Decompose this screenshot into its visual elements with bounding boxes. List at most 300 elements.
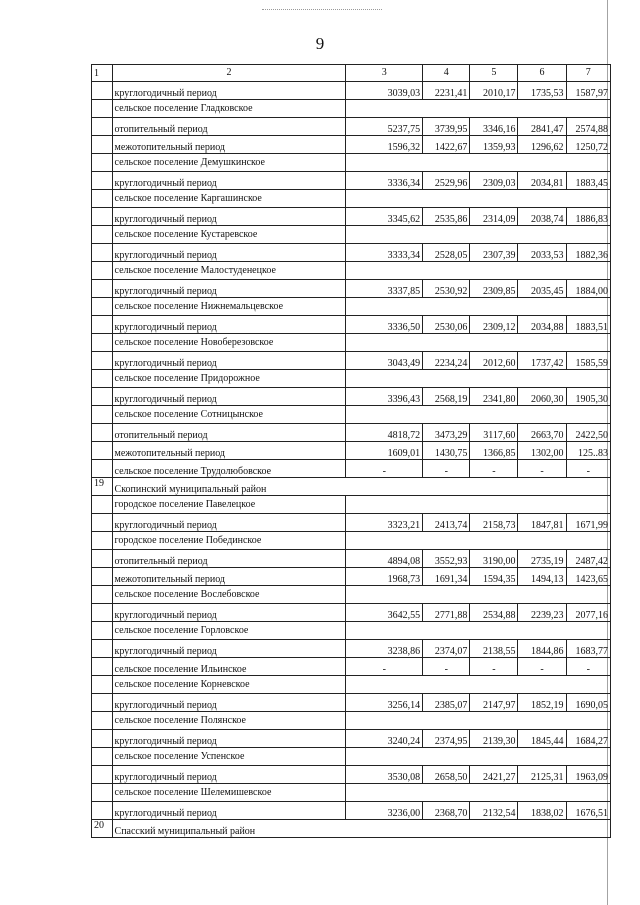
empty-cell — [518, 298, 566, 316]
empty-cell — [566, 532, 610, 550]
value-cell: 1430,75 — [423, 442, 470, 460]
empty-cell — [566, 784, 610, 802]
value-cell: 1852,19 — [518, 694, 566, 712]
tariff-table — [91, 64, 611, 838]
empty-cell — [470, 334, 518, 352]
value-cell: 2535,86 — [423, 208, 470, 226]
value-cell: 1671,99 — [566, 514, 610, 532]
value-cell: 1596,32 — [346, 136, 423, 154]
period-label: отопительный период — [112, 550, 346, 568]
row-number-cell: 20 — [92, 820, 113, 838]
settlement-name: сельское поселение Гладковское — [112, 100, 346, 118]
value-cell: 3117,60 — [470, 424, 518, 442]
empty-cell — [346, 748, 423, 766]
value-cell: 2138,55 — [470, 640, 518, 658]
value-cell: 3552,93 — [423, 550, 470, 568]
row-number-cell — [92, 712, 113, 730]
empty-cell — [566, 676, 610, 694]
empty-cell — [423, 406, 470, 424]
value-cell: 1884,00 — [566, 280, 610, 298]
empty-cell — [470, 622, 518, 640]
value-cell: - — [470, 460, 518, 478]
value-cell: 3039,03 — [346, 82, 423, 100]
row-number-cell — [92, 784, 113, 802]
empty-cell — [566, 370, 610, 388]
row-number-cell — [92, 370, 113, 388]
value-cell: 2528,05 — [423, 244, 470, 262]
value-cell: 2139,30 — [470, 730, 518, 748]
value-cell: - — [346, 658, 423, 676]
period-row — [92, 424, 611, 442]
row-number-cell — [92, 298, 113, 316]
settlement-name: сельское поселение Сотницынское — [112, 406, 346, 424]
row-number-cell — [92, 388, 113, 406]
empty-cell — [346, 586, 423, 604]
district-name: Скопинский муниципальный район — [112, 478, 610, 496]
value-cell: 3333,34 — [346, 244, 423, 262]
empty-cell — [346, 298, 423, 316]
period-row — [92, 550, 611, 568]
row-number-cell — [92, 640, 113, 658]
value-cell: 2421,27 — [470, 766, 518, 784]
value-cell: 1883,45 — [566, 172, 610, 190]
period-label: круглогодичный период — [112, 82, 346, 100]
district-row — [92, 820, 611, 838]
empty-cell — [518, 154, 566, 172]
settlement-name: сельское поселение Ильинское — [112, 658, 346, 676]
empty-cell — [470, 406, 518, 424]
empty-cell — [470, 370, 518, 388]
value-cell: 2534,88 — [470, 604, 518, 622]
value-cell: 2158,73 — [470, 514, 518, 532]
settlement-name: сельское поселение Вослебовское — [112, 586, 346, 604]
value-cell: 1587,97 — [566, 82, 610, 100]
row-number-cell — [92, 334, 113, 352]
empty-cell — [518, 676, 566, 694]
value-cell: 2307,39 — [470, 244, 518, 262]
settlement-name: сельское поселение Трудолюбовское — [112, 460, 346, 478]
empty-cell — [346, 226, 423, 244]
value-cell: 2658,50 — [423, 766, 470, 784]
row-number-cell — [92, 568, 113, 586]
value-cell: 2574,88 — [566, 118, 610, 136]
row-number-cell — [92, 352, 113, 370]
empty-cell — [470, 748, 518, 766]
scan-artifact — [262, 9, 382, 13]
empty-cell — [346, 370, 423, 388]
empty-cell — [470, 586, 518, 604]
empty-cell — [346, 190, 423, 208]
period-row — [92, 208, 611, 226]
empty-cell — [566, 586, 610, 604]
row-number-cell — [92, 316, 113, 334]
row-number-cell — [92, 766, 113, 784]
period-label: межотопительный период — [112, 568, 346, 586]
row-number-cell — [92, 262, 113, 280]
value-cell: 2035,45 — [518, 280, 566, 298]
value-cell: 2038,74 — [518, 208, 566, 226]
period-row — [92, 388, 611, 406]
row-number-cell — [92, 550, 113, 568]
empty-cell — [346, 622, 423, 640]
value-cell: 2309,03 — [470, 172, 518, 190]
value-cell: 2735,19 — [518, 550, 566, 568]
header-cell: 1 — [92, 65, 113, 82]
value-cell: 1905,30 — [566, 388, 610, 406]
empty-cell — [470, 784, 518, 802]
value-cell: 1423,65 — [566, 568, 610, 586]
section-row — [92, 784, 611, 802]
period-label: круглогодичный период — [112, 514, 346, 532]
value-cell: 3739,95 — [423, 118, 470, 136]
period-row — [92, 82, 611, 100]
period-label: круглогодичный период — [112, 604, 346, 622]
value-cell: 2530,92 — [423, 280, 470, 298]
value-cell: 2385,07 — [423, 694, 470, 712]
value-cell: 2568,19 — [423, 388, 470, 406]
period-label: круглогодичный период — [112, 208, 346, 226]
value-cell: 1845,44 — [518, 730, 566, 748]
value-cell: 1882,36 — [566, 244, 610, 262]
empty-cell — [470, 298, 518, 316]
period-row — [92, 514, 611, 532]
value-cell: 3345,62 — [346, 208, 423, 226]
row-number-cell — [92, 280, 113, 298]
value-cell: 3396,43 — [346, 388, 423, 406]
period-row — [92, 244, 611, 262]
value-cell: 1296,62 — [518, 136, 566, 154]
value-cell: 125..83 — [566, 442, 610, 460]
header-row — [92, 65, 611, 82]
settlement-name: сельское поселение Демушкинское — [112, 154, 346, 172]
value-cell: 1963,09 — [566, 766, 610, 784]
value-cell: 5237,75 — [346, 118, 423, 136]
section-row — [92, 370, 611, 388]
period-row — [92, 730, 611, 748]
period-label: круглогодичный период — [112, 694, 346, 712]
district-name: Спасский муниципальный район — [112, 820, 610, 838]
empty-cell — [470, 190, 518, 208]
header-cell: 6 — [518, 65, 566, 82]
period-row — [92, 604, 611, 622]
section-row — [92, 406, 611, 424]
empty-cell — [566, 190, 610, 208]
empty-cell — [346, 154, 423, 172]
value-cell: 2368,70 — [423, 802, 470, 820]
row-number-cell — [92, 406, 113, 424]
value-cell: 1691,34 — [423, 568, 470, 586]
empty-cell — [566, 100, 610, 118]
empty-cell — [518, 748, 566, 766]
value-cell: 1683,77 — [566, 640, 610, 658]
empty-cell — [346, 406, 423, 424]
section-row — [92, 262, 611, 280]
period-label: круглогодичный период — [112, 730, 346, 748]
row-number-cell — [92, 658, 113, 676]
section-row — [92, 100, 611, 118]
empty-cell — [346, 100, 423, 118]
value-cell: 1844,86 — [518, 640, 566, 658]
header-cell: 2 — [112, 65, 346, 82]
period-label: межотопительный период — [112, 136, 346, 154]
value-cell: 1735,53 — [518, 82, 566, 100]
period-row — [92, 568, 611, 586]
empty-cell — [346, 496, 423, 514]
section-row — [92, 298, 611, 316]
empty-cell — [566, 622, 610, 640]
value-cell: 1847,81 — [518, 514, 566, 532]
row-number-cell — [92, 442, 113, 460]
value-cell: - — [346, 460, 423, 478]
period-label: круглогодичный период — [112, 244, 346, 262]
empty-cell — [470, 532, 518, 550]
row-number-cell — [92, 100, 113, 118]
period-label: круглогодичный период — [112, 316, 346, 334]
empty-cell — [423, 784, 470, 802]
row-number-cell — [92, 82, 113, 100]
empty-cell — [518, 586, 566, 604]
section-row — [92, 712, 611, 730]
value-cell: 2010,17 — [470, 82, 518, 100]
settlement-row — [92, 460, 611, 478]
period-row — [92, 316, 611, 334]
row-number-cell — [92, 604, 113, 622]
section-row — [92, 226, 611, 244]
value-cell: 3336,50 — [346, 316, 423, 334]
empty-cell — [566, 298, 610, 316]
period-row — [92, 352, 611, 370]
row-number-cell — [92, 622, 113, 640]
value-cell: 2147,97 — [470, 694, 518, 712]
value-cell: 2663,70 — [518, 424, 566, 442]
row-number-cell — [92, 496, 113, 514]
empty-cell — [566, 226, 610, 244]
empty-cell — [518, 496, 566, 514]
row-number-cell — [92, 172, 113, 190]
value-cell: 2231,41 — [423, 82, 470, 100]
header-cell: 7 — [566, 65, 610, 82]
empty-cell — [423, 532, 470, 550]
value-cell: 3323,21 — [346, 514, 423, 532]
empty-cell — [470, 712, 518, 730]
empty-cell — [346, 784, 423, 802]
settlement-name: сельское поселение Придорожное — [112, 370, 346, 388]
empty-cell — [423, 298, 470, 316]
value-cell: 2060,30 — [518, 388, 566, 406]
settlement-name: сельское поселение Новоберезовское — [112, 334, 346, 352]
row-number-cell — [92, 244, 113, 262]
empty-cell — [470, 676, 518, 694]
row-number-cell — [92, 226, 113, 244]
empty-cell — [423, 334, 470, 352]
empty-cell — [423, 262, 470, 280]
empty-cell — [423, 370, 470, 388]
value-cell: 2374,95 — [423, 730, 470, 748]
value-cell: 1366,85 — [470, 442, 518, 460]
value-cell: 1494,13 — [518, 568, 566, 586]
settlement-name: городское поселение Павелецкое — [112, 496, 346, 514]
value-cell: 2529,96 — [423, 172, 470, 190]
empty-cell — [346, 712, 423, 730]
empty-cell — [423, 190, 470, 208]
value-cell: 2132,54 — [470, 802, 518, 820]
period-label: круглогодичный период — [112, 352, 346, 370]
empty-cell — [566, 406, 610, 424]
value-cell: 3238,86 — [346, 640, 423, 658]
row-number-cell — [92, 730, 113, 748]
empty-cell — [423, 154, 470, 172]
period-label: круглогодичный период — [112, 172, 346, 190]
header-cell: 3 — [346, 65, 423, 82]
value-cell: 1838,02 — [518, 802, 566, 820]
value-cell: 1886,83 — [566, 208, 610, 226]
empty-cell — [518, 406, 566, 424]
value-cell: 2309,85 — [470, 280, 518, 298]
value-cell: 3530,08 — [346, 766, 423, 784]
section-row — [92, 190, 611, 208]
row-number-cell — [92, 802, 113, 820]
empty-cell — [346, 676, 423, 694]
value-cell: 2413,74 — [423, 514, 470, 532]
value-cell: 2341,80 — [470, 388, 518, 406]
value-cell: 2309,12 — [470, 316, 518, 334]
value-cell: 2034,88 — [518, 316, 566, 334]
period-row — [92, 118, 611, 136]
empty-cell — [518, 262, 566, 280]
section-row — [92, 496, 611, 514]
empty-cell — [423, 586, 470, 604]
value-cell: 3473,29 — [423, 424, 470, 442]
empty-cell — [423, 496, 470, 514]
period-row — [92, 136, 611, 154]
period-row — [92, 802, 611, 820]
value-cell: - — [566, 658, 610, 676]
row-number-cell — [92, 424, 113, 442]
value-cell: 1883,51 — [566, 316, 610, 334]
value-cell: 3190,00 — [470, 550, 518, 568]
row-number-cell — [92, 154, 113, 172]
row-number-cell — [92, 694, 113, 712]
section-row — [92, 334, 611, 352]
header-cell: 4 — [423, 65, 470, 82]
empty-cell — [518, 226, 566, 244]
empty-cell — [566, 334, 610, 352]
value-cell: 1422,67 — [423, 136, 470, 154]
row-number-cell — [92, 676, 113, 694]
settlement-name: городское поселение Побединское — [112, 532, 346, 550]
settlement-name: сельское поселение Корневское — [112, 676, 346, 694]
section-row — [92, 154, 611, 172]
empty-cell — [566, 748, 610, 766]
settlement-name: сельское поселение Кустаревское — [112, 226, 346, 244]
value-cell: - — [518, 460, 566, 478]
value-cell: 2374,07 — [423, 640, 470, 658]
empty-cell — [470, 262, 518, 280]
empty-cell — [518, 190, 566, 208]
settlement-name: сельское поселение Горловское — [112, 622, 346, 640]
empty-cell — [470, 496, 518, 514]
value-cell: 2314,09 — [470, 208, 518, 226]
settlement-name: сельское поселение Шелемишевское — [112, 784, 346, 802]
value-cell: 2034,81 — [518, 172, 566, 190]
empty-cell — [566, 154, 610, 172]
empty-cell — [346, 262, 423, 280]
empty-cell — [423, 622, 470, 640]
value-cell: 4818,72 — [346, 424, 423, 442]
value-cell: 3346,16 — [470, 118, 518, 136]
period-row — [92, 172, 611, 190]
value-cell: 1302,00 — [518, 442, 566, 460]
empty-cell — [518, 334, 566, 352]
value-cell: 4894,08 — [346, 550, 423, 568]
table-body — [92, 65, 611, 838]
period-label: отопительный период — [112, 424, 346, 442]
empty-cell — [346, 532, 423, 550]
settlement-row — [92, 658, 611, 676]
section-row — [92, 586, 611, 604]
empty-cell — [346, 334, 423, 352]
period-label: круглогодичный период — [112, 280, 346, 298]
section-row — [92, 748, 611, 766]
value-cell: 1676,51 — [566, 802, 610, 820]
empty-cell — [566, 262, 610, 280]
value-cell: - — [566, 460, 610, 478]
page-number: 9 — [315, 34, 325, 53]
section-row — [92, 622, 611, 640]
district-row — [92, 478, 611, 496]
value-cell: 3642,55 — [346, 604, 423, 622]
period-label: круглогодичный период — [112, 388, 346, 406]
value-cell: 2422,50 — [566, 424, 610, 442]
value-cell: 1684,27 — [566, 730, 610, 748]
empty-cell — [566, 712, 610, 730]
period-row — [92, 640, 611, 658]
row-number-cell — [92, 748, 113, 766]
empty-cell — [518, 532, 566, 550]
period-row — [92, 766, 611, 784]
section-row — [92, 676, 611, 694]
value-cell: 2077,16 — [566, 604, 610, 622]
value-cell: 1250,72 — [566, 136, 610, 154]
value-cell: 2841,47 — [518, 118, 566, 136]
row-number-cell — [92, 208, 113, 226]
empty-cell — [566, 496, 610, 514]
period-label: круглогодичный период — [112, 640, 346, 658]
empty-cell — [423, 226, 470, 244]
row-number-cell — [92, 460, 113, 478]
section-row — [92, 532, 611, 550]
period-label: круглогодичный период — [112, 766, 346, 784]
empty-cell — [470, 100, 518, 118]
empty-cell — [518, 100, 566, 118]
row-number-cell — [92, 118, 113, 136]
empty-cell — [470, 154, 518, 172]
value-cell: 3043,49 — [346, 352, 423, 370]
row-number-cell — [92, 532, 113, 550]
value-cell: 3337,85 — [346, 280, 423, 298]
empty-cell — [518, 784, 566, 802]
empty-cell — [423, 100, 470, 118]
value-cell: 2487,42 — [566, 550, 610, 568]
value-cell: 2530,06 — [423, 316, 470, 334]
row-number-cell — [92, 586, 113, 604]
value-cell: 1609,01 — [346, 442, 423, 460]
value-cell: - — [518, 658, 566, 676]
period-label: отопительный период — [112, 118, 346, 136]
header-cell: 5 — [470, 65, 518, 82]
empty-cell — [423, 748, 470, 766]
empty-cell — [518, 712, 566, 730]
